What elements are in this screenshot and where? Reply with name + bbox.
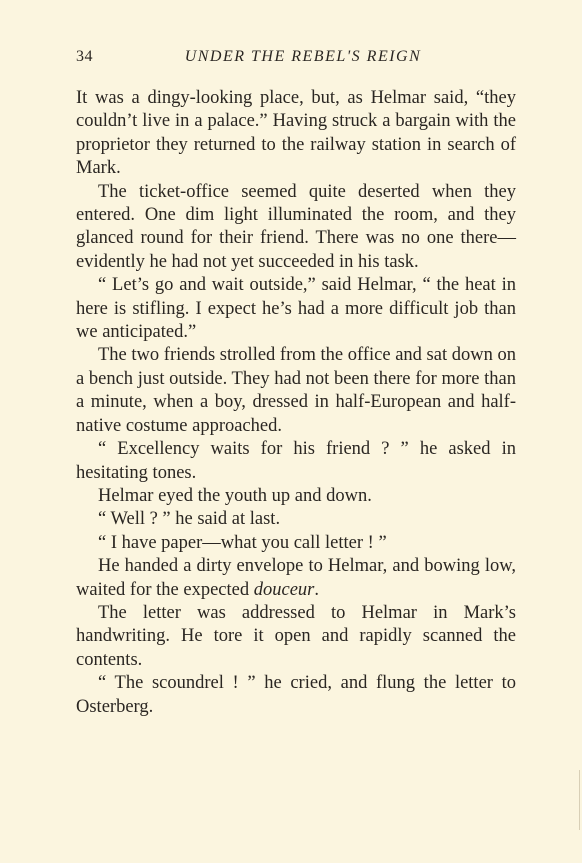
paragraph: “ I have paper—what you call letter ! ”	[98, 532, 387, 553]
paragraph: Helmar eyed the youth up and down.	[98, 485, 372, 506]
paragraph-text: He handed a dirty envelope to Helmar, and bowing low, waited for the expected	[76, 556, 516, 600]
paragraph-text: .	[314, 579, 319, 600]
paragraph: “ Excellency waits for his friend ? ” he asked in hesitating tones.	[76, 439, 516, 483]
paragraph: The letter was addressed to Helmar in Mark’s handwriting. He tore it open and rapidly scanned the contents.	[76, 602, 516, 670]
body-text	[76, 87, 516, 719]
italic-word: douceur	[253, 579, 315, 600]
paragraph: “ Let’s go and wait outside,” said Helmar, “ the heat in here is stifling. I expect he’s had a more difficult job than we anticipated.”	[76, 275, 516, 343]
paragraph: “ The scoundrel ! ” he cried, and flung the letter to Osterberg.	[76, 673, 516, 717]
paragraph: “ Well ? ” he said at last.	[98, 509, 281, 530]
page-edge-mark	[579, 770, 580, 830]
paragraph: The ticket-office seemed quite deserted when they entered. One dim light illuminated the room, and they glanced round for their friend. There was no one there—evidently he had not yet succeeded in his task.	[76, 181, 516, 272]
paragraph	[76, 555, 516, 602]
running-title: UNDER THE REBEL'S REIGN	[184, 48, 422, 65]
page-number: 34	[76, 48, 93, 65]
paragraph: The two friends strolled from the office and sat down on a bench just outside. They had not been there for more than a minute, when a boy, dressed in half-European and half-native costume approached.	[76, 345, 516, 436]
paragraph: It was a dingy-looking place, but, as Helmar said, “they couldn’t live in a palace.” Having struck a bargain with the proprietor they returned to the railway station in search of Mark.	[76, 88, 516, 179]
page-header	[76, 48, 516, 72]
